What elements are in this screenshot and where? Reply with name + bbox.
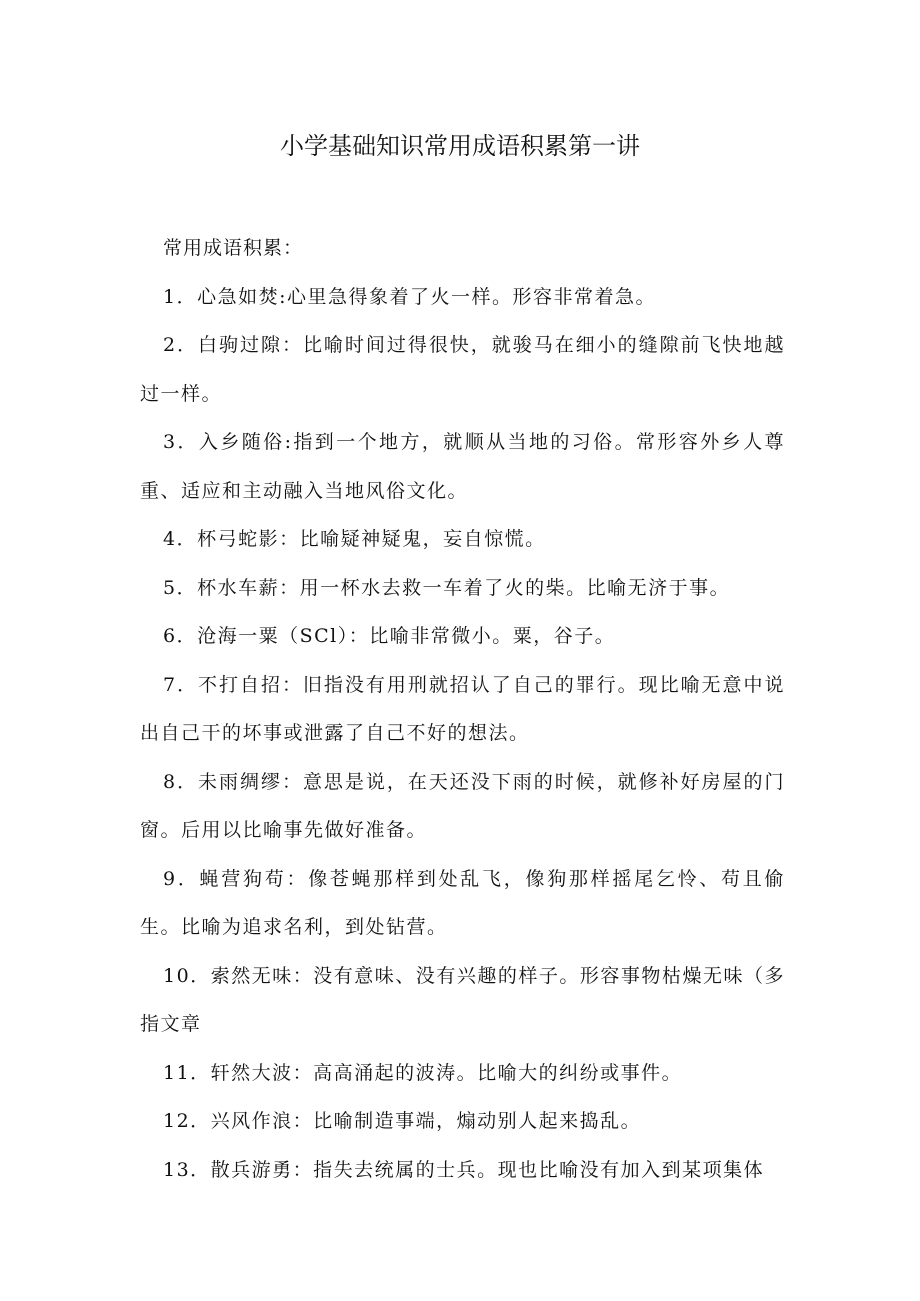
idiom-entry-2: 2．白驹过隙：比喻时间过得很快，就骏马在细小的缝隙前飞快地越过一样。 xyxy=(140,334,785,405)
idiom-entry-11: 11．轩然大波：高高涌起的波涛。比喻大的纠纷或事件。 xyxy=(163,1061,683,1084)
idiom-entry-12: 12．兴风作浪：比喻制造事端，煽动别人起来捣乱。 xyxy=(163,1110,642,1132)
idiom-entry-3: 3．入乡随俗:指到一个地方，就顺从当地的习俗。常形容外乡人尊重、适应和主动融入当地风俗文化。 xyxy=(140,431,785,502)
idiom-entry-4: 4．杯弓蛇影：比喻疑神疑鬼，妄自惊慌。 xyxy=(163,528,546,550)
idiom-entry-1: 1．心急如焚:心里急得象着了火一样。形容非常着急。 xyxy=(163,285,656,308)
idiom-entry-7: 7．不打自招：旧指没有用刑就招认了自己的罪行。现比喻无意中说出自己干的坏事或泄露了自己不好的想法。 xyxy=(140,673,785,744)
section-heading: 常用成语积累： xyxy=(163,237,304,259)
document-title: 小学基础知识常用成语积累第一讲 xyxy=(280,132,640,160)
idiom-entry-6: 6．沧海一粟（SCl）：比喻非常微小。粟，谷子。 xyxy=(163,625,616,647)
document-body xyxy=(140,224,785,1194)
idiom-entry-5: 5．杯水车薪：用一杯水去救一车着了火的柴。比喻无济于事。 xyxy=(163,576,731,599)
idiom-entry-13: 13．散兵游勇：指失去统属的士兵。现也比喻没有加入到某项集体 xyxy=(163,1158,765,1181)
idiom-entry-10: 10．索然无味：没有意味、没有兴趣的样子。形容事物枯燥无味（多指文章 xyxy=(140,964,785,1035)
idiom-entry-9: 9．蝇营狗苟：像苍蝇那样到处乱飞，像狗那样摇尾乞怜、苟且偷生。比喻为追求名利，到处钻营。 xyxy=(140,867,785,938)
idiom-entry-8: 8．未雨绸缪：意思是说，在天还没下雨的时候，就修补好房屋的门窗。后用以比喻事先做好准备。 xyxy=(140,770,785,841)
